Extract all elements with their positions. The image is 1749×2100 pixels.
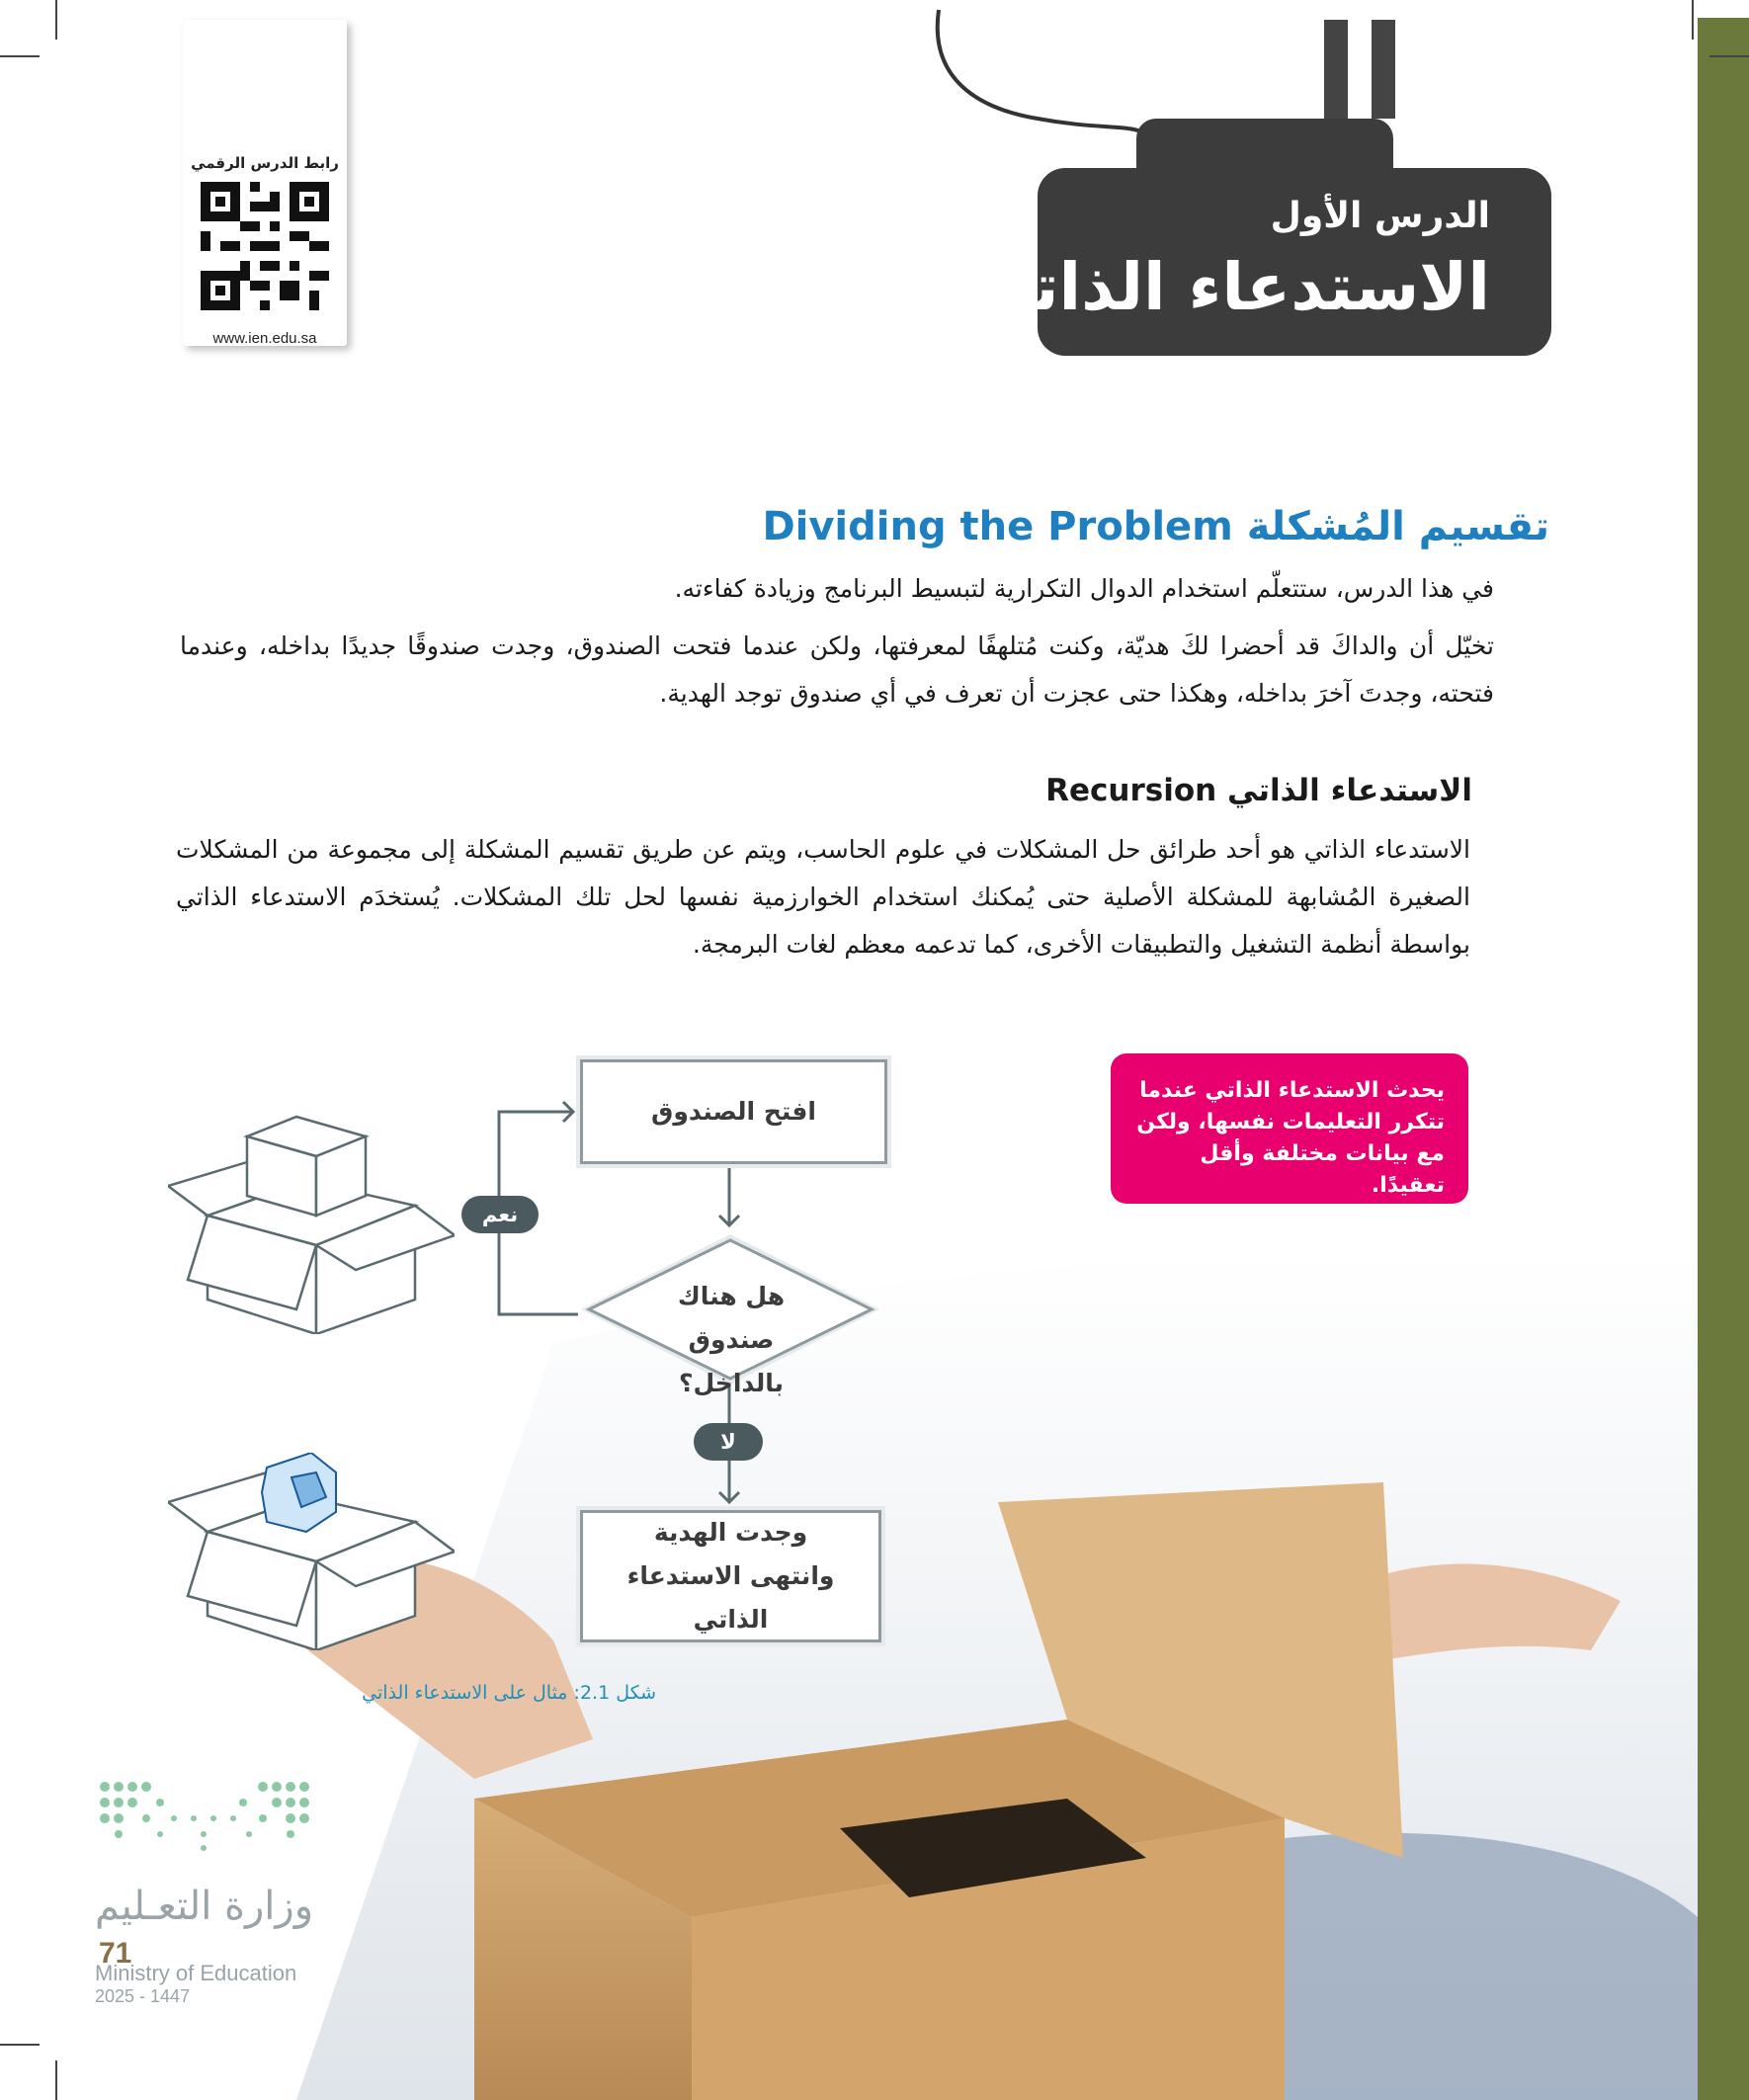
flowchart-end-box: وجدت الهدية وانتهى الاستدعاء الذاتي xyxy=(580,1510,881,1642)
section-heading-recursion: الاستدعاء الذاتي Recursion xyxy=(1045,773,1472,808)
qr-code-icon[interactable] xyxy=(201,182,329,310)
crop-mark xyxy=(0,55,40,57)
qr-url[interactable]: www.ien.edu.sa xyxy=(212,330,317,347)
crop-mark xyxy=(0,2044,40,2046)
ministry-name-english: Ministry of Education xyxy=(95,1961,297,1985)
no-label: لا xyxy=(694,1423,763,1461)
qr-label: رابط الدرس الرقمي xyxy=(191,154,339,172)
side-color-strip xyxy=(1698,18,1749,2100)
crop-mark xyxy=(1692,0,1694,40)
note-box: يحدث الاستدعاء الذاتي عندما تتكرر التعليمات نفسها، ولكن مع بيانات مختلفة وأقل تعقيدًا. xyxy=(1111,1053,1468,1204)
nested-box-illustration xyxy=(168,1107,455,1334)
ministry-logo-icon xyxy=(95,1779,322,1868)
crop-mark xyxy=(55,0,57,40)
crop-mark xyxy=(1709,55,1749,57)
imagine-paragraph: تخيّل أن والداكَ قد أحضرا لكَ هديّة، وكنت مُتلهفًا لمعرفتها، ولكن عندما فتحت الصندوق، وجدت صندوقًا جديدًا بداخله، وعندما فتحته، وجدتَ آخرَ بداخله، وهكذا حتى عجزت أن تعرف في أي صندوق توجد الهدية. xyxy=(180,631,1494,708)
flowchart-open-box: افتح الصندوق xyxy=(580,1059,887,1164)
crop-mark xyxy=(55,2060,57,2100)
intro-paragraph: في هذا الدرس، ستتعلّم استخدام الدوال التكرارية لتبسيط البرنامج وزيادة كفاءته. xyxy=(674,574,1494,603)
qr-card[interactable] xyxy=(183,20,347,346)
lesson-title: الاستدعاء الذاتي xyxy=(967,249,1490,325)
edition-year: 2025 - 1447 xyxy=(95,1986,191,2006)
flowchart-question: هل هناك صندوق بالداخل؟ xyxy=(677,1282,786,1397)
lesson-label: الدرس الأول xyxy=(1270,196,1490,236)
figure-caption: شكل 2.1: مثال على الاستدعاء الذاتي xyxy=(362,1682,656,1704)
yes-label: نعم xyxy=(461,1196,539,1233)
recursion-paragraph: الاستدعاء الذاتي هو أحد طرائق حل المشكلات في علوم الحاسب، ويتم عن طريق تقسيم المشكلة إلى مجموعة من المشكلات الصغيرة المُشابهة للمشكلة الأصلية حتى يُمكنك استخدام الخوارزمية نفسها لحل تلك المشكلات. يُستخدَم الاستدعاء الذاتي بواسطة أنظمة التشغيل والتطبيقات الأخرى، كما تدعمه معظم لغات البرمجة. xyxy=(176,835,1470,959)
section-heading-dividing: تقسيم المُشكلة Dividing the Problem xyxy=(762,504,1549,549)
page-number: 71 xyxy=(99,1937,132,1970)
gift-box-illustration xyxy=(168,1453,455,1650)
ministry-name-arabic: وزارة التعـليم xyxy=(95,1884,314,1929)
